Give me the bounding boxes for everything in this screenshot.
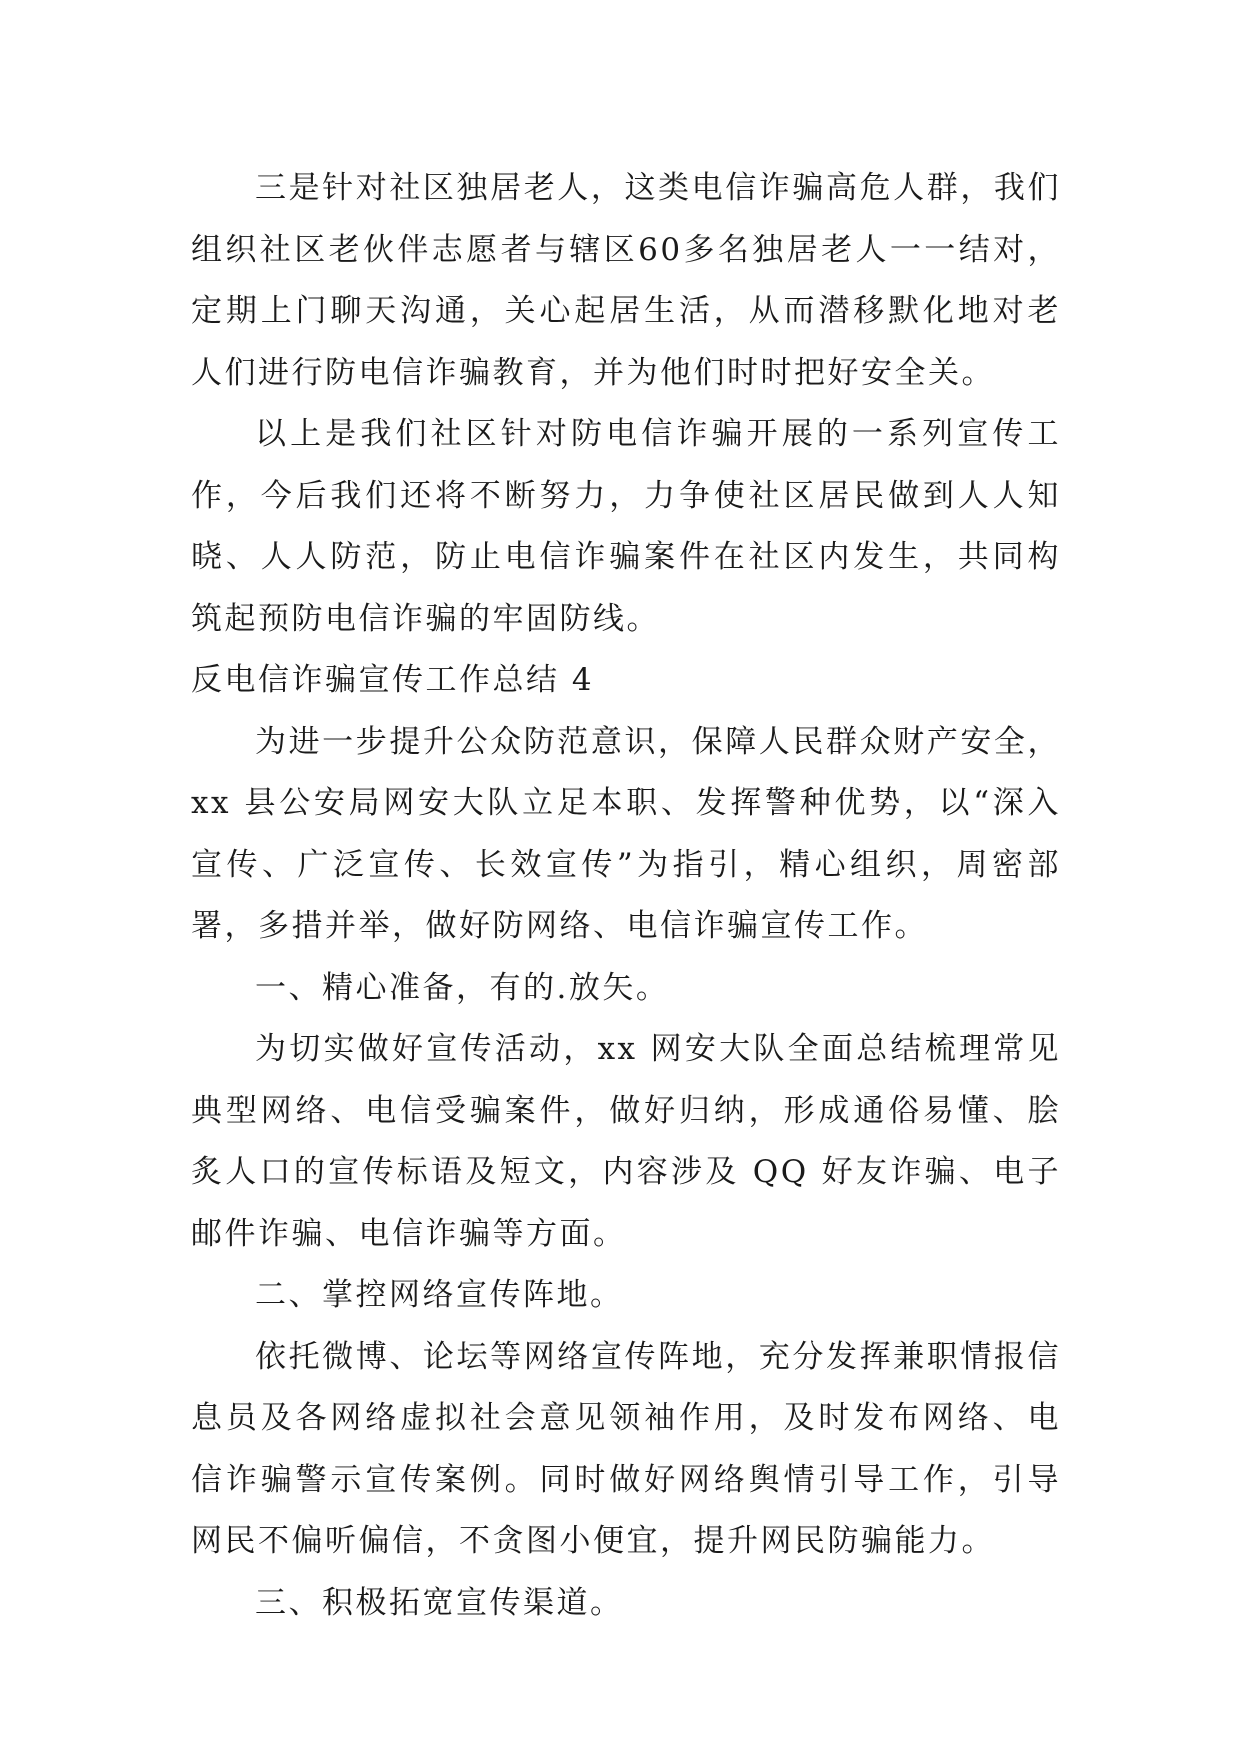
section-title: 反电信诈骗宣传工作总结 4 <box>191 662 595 698</box>
paragraph-summary-future-work: 以上是我们社区针对防电信诈骗开展的一系列宣传工作，今后我们还将不断努力，力争使社区居民做到人人知晓、人人防范，防止电信诈骗案件在社区内发生，共同构筑起预防电信诈骗的牢固防线。 <box>191 416 1061 637</box>
paragraph-item-1: 为切实做好宣传活动，xx 网安大队全面总结梳理常见典型网络、电信受骗案件，做好归纳，形成通俗易懂、脍炙人口的宣传标语及短文，内容涉及 QQ 好友诈骗、电子邮件诈骗、电信诈骗等方面。 <box>191 1031 1061 1252</box>
paragraph-intro: 为进一步提升公众防范意识，保障人民群众财产安全，xx 县公安局网安大队立足本职、发挥警种优势，以“深入宣传、广泛宣传、长效宣传”为指引，精心组织，周密部署，多措并举，做好防网络、电信诈骗宣传工作。 <box>191 723 1061 944</box>
heading-item-3: 三、积极拓宽宣传渠道。 <box>255 1584 624 1621</box>
document-body <box>191 158 1061 1634</box>
paragraph-elderly-pairing: 三是针对社区独居老人，这类电信诈骗高危人群，我们组织社区老伙伴志愿者与辖区60多名独居老人一一结对，定期上门聊天沟通，关心起居生活，从而潜移默化地对老人们进行防电信诈骗教育，并为他们时时把好安全关。 <box>191 170 1061 391</box>
paragraph-item-2: 依托微博、论坛等网络宣传阵地，充分发挥兼职情报信息员及各网络虚拟社会意见领袖作用，及时发布网络、电信诈骗警示宣传案例。同时做好网络舆情引导工作，引导网民不偏听偏信，不贪图小便宜，提升网民防骗能力。 <box>191 1338 1061 1559</box>
heading-item-1: 一、精心准备，有的.放矢。 <box>255 969 670 1006</box>
heading-item-2: 二、掌控网络宣传阵地。 <box>255 1277 624 1313</box>
